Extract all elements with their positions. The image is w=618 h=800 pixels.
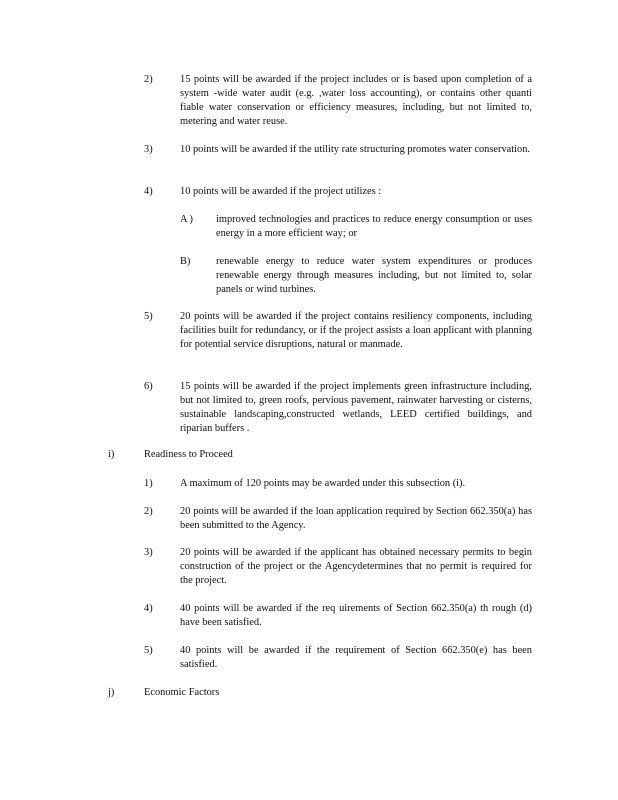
section-letter: j) bbox=[108, 687, 115, 698]
item-number: B) bbox=[180, 256, 191, 267]
item-text: 15 points will be awarded if the project includes or is based upon completion of a system -wide water audit (e.g. ,water loss accounting), or contains other quanti fiable water conservation or efficiency measures, including, but not limited to, metering and water reuse. bbox=[180, 74, 532, 127]
item-text: renewable energy to reduce water system expenditures or produces renewable energy through measures including, but not limited to, solar panels or wind turbines. bbox=[216, 256, 532, 295]
item-number: 1) bbox=[144, 478, 153, 489]
item-text: 20 points will be awarded if the applicant has obtained necessary permits to begin construction of the project or the Agencydetermines that no permit is required for the project. bbox=[180, 547, 532, 586]
item-number: 5) bbox=[144, 311, 153, 322]
item-number: 3) bbox=[144, 144, 153, 155]
item-text: 40 points will be awarded if the requirement of Section 662.350(e) has been satisfied. bbox=[180, 645, 532, 670]
item-number: 5) bbox=[144, 645, 153, 656]
item-number: 4) bbox=[144, 603, 153, 614]
item-number: 6) bbox=[144, 381, 153, 392]
section-title: Economic Factors bbox=[144, 687, 220, 698]
item-text: improved technologies and practices to reduce energy consumption or uses energy in a more efficient way; or bbox=[216, 214, 532, 239]
item-text: 10 points will be awarded if the project utilizes : bbox=[180, 186, 382, 197]
item-text: 20 points will be awarded if the project contains resiliency components, including facilities built for redundancy, or if the project assists a loan applicant with planning for potential service disruptions, natural or manmade. bbox=[180, 311, 532, 350]
item-text: 40 points will be awarded if the req uirements of Section 662.350(a) th rough (d) have been satisfied. bbox=[180, 603, 532, 628]
section-letter: i) bbox=[108, 449, 115, 460]
item-number: 4) bbox=[144, 186, 153, 197]
item-number: A ) bbox=[180, 214, 193, 225]
section-title: Readiness to Proceed bbox=[144, 449, 233, 460]
item-text: 20 points will be awarded if the loan application required by Section 662.350(a) has been submitted to the Agency. bbox=[180, 506, 532, 531]
item-number: 3) bbox=[144, 547, 153, 558]
item-text: A maximum of 120 points may be awarded under this subsection (i). bbox=[180, 478, 466, 489]
item-text: 15 points will be awarded if the project implements green infrastructure including, but not limited to, green roofs, pervious pavement, rainwater harvesting or cisterns, sustainable landscaping,constructed wetlands, LEED certified buildings, and riparian buffers . bbox=[180, 381, 532, 434]
item-text: 10 points will be awarded if the utility rate structuring promotes water conservation. bbox=[180, 144, 531, 155]
item-number: 2) bbox=[144, 506, 153, 517]
item-number: 2) bbox=[144, 74, 153, 85]
